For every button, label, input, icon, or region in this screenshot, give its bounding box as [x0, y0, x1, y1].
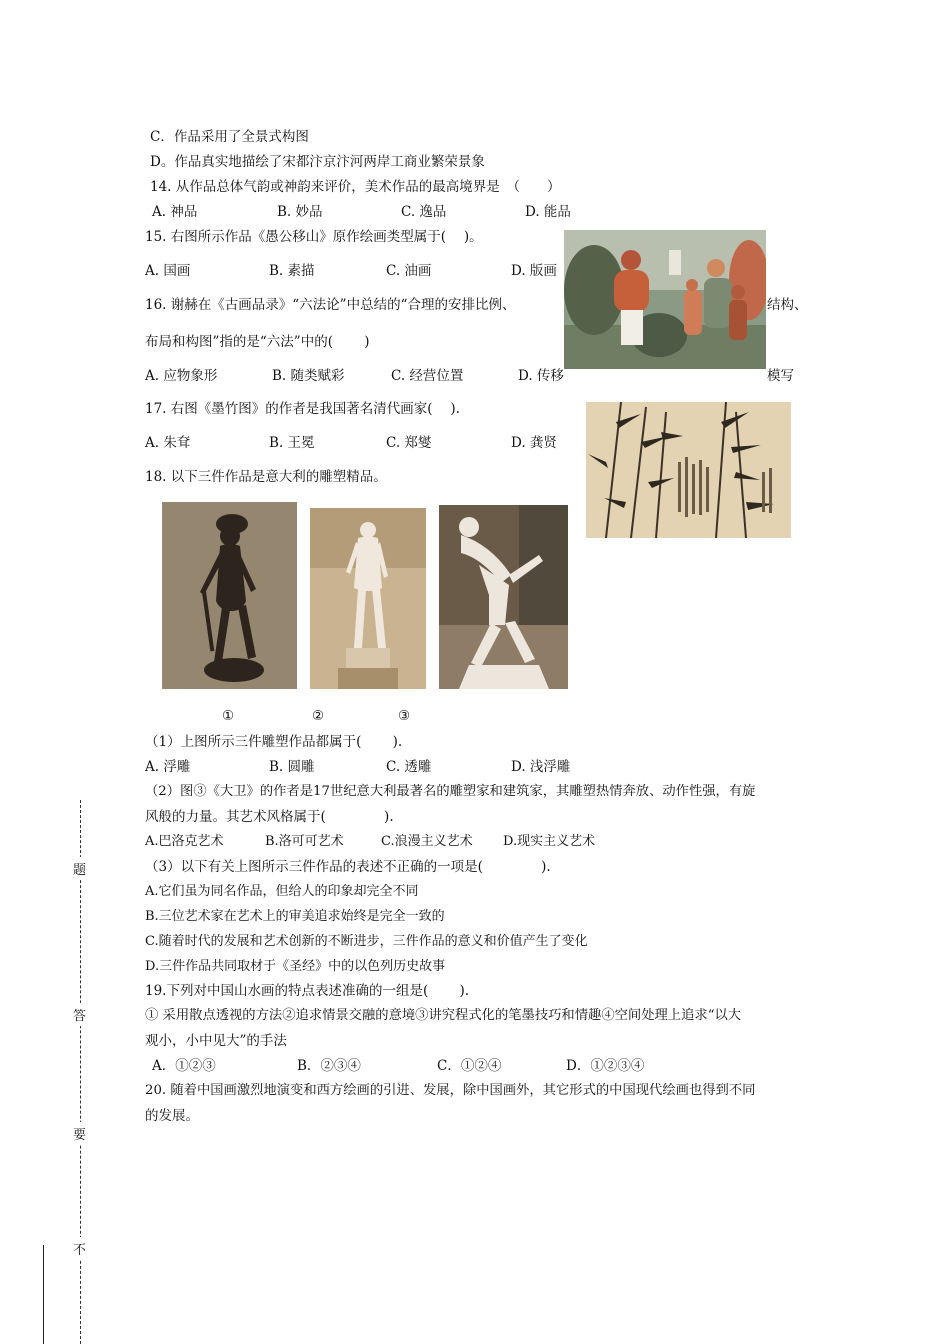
q19-option-a: A．①②③	[152, 1058, 216, 1074]
q20-line2: 的发展。	[145, 1108, 199, 1124]
q19-stem: 19.下列对中国山水画的特点表述准确的一组是( ).	[145, 983, 470, 999]
q18-sub1-stem: （1）上图所示三件雕塑作品都属于( ).	[145, 734, 403, 750]
sculpture-label-3: ③	[398, 708, 411, 724]
q15-option-c: C. 油画	[386, 263, 432, 279]
q16-stem-line2: 布局和构图”指的是“六法”中的( )	[145, 334, 370, 350]
margin-solid-line	[43, 1245, 44, 1344]
q17-option-c: C. 郑燮	[386, 435, 432, 451]
q18-sub3-option-c: C.随着时代的发展和艺术创新的不断进步，三件作品的意义和价值产生了变化	[145, 934, 588, 949]
sculpture-label-1: ①	[222, 708, 235, 724]
q15-option-d: D. 版画	[511, 263, 557, 279]
q18-sub2-stem-line2: 风般的力量。其艺术风格属于( ).	[145, 809, 394, 825]
q18-sub3-option-a: A.它们虽为同名作品，但给人的印象却完全不同	[145, 884, 419, 899]
q18-sub2-option-b: B.洛可可艺术	[265, 834, 344, 849]
q16-option-a: A. 应物象形	[145, 368, 218, 384]
q16-option-b: B. 随类赋彩	[272, 368, 345, 384]
q17-option-b: B. 王冕	[269, 435, 315, 451]
margin-char-3: 要	[73, 1122, 86, 1145]
margin-dashed-line	[80, 800, 81, 1344]
q19-statement-line2: 观小，小中见大”的手法	[145, 1033, 287, 1049]
q14-option-a: A. 神品	[152, 204, 198, 220]
sculpture-2-image	[310, 508, 426, 689]
q15-stem: 15. 右图所示作品《愚公移山》原作绘画类型属于( )。	[145, 229, 483, 245]
q16-option-d-tail: 模写	[767, 368, 794, 384]
q16-option-c: C. 经营位置	[391, 368, 464, 384]
q17-option-d: D. 龚贤	[511, 435, 557, 451]
q18-sub2-option-d: D.现实主义艺术	[503, 834, 596, 849]
q14-option-b: B. 妙品	[277, 204, 323, 220]
margin-char-4: 不	[73, 1237, 86, 1260]
painting-ink-bamboo-image	[586, 402, 791, 538]
margin-char-2: 答	[73, 1003, 86, 1026]
q17-stem: 17. 右图《墨竹图》的作者是我国著名清代画家( ).	[145, 401, 460, 417]
q13-option-c: C．作品采用了全景式构图	[150, 129, 309, 145]
sculpture-label-2: ②	[312, 708, 325, 724]
margin-char-1: 题	[73, 857, 86, 880]
q18-sub2-option-c: C.浪漫主义艺术	[381, 834, 473, 849]
q13-option-d: D。作品真实地描绘了宋都汴京汴河两岸工商业繁荣景象	[150, 154, 485, 170]
q19-option-b: B．②③④	[297, 1058, 361, 1074]
q19-option-d: D．①②③④	[566, 1058, 645, 1074]
q18-sub1-option-c: C. 透雕	[386, 759, 432, 775]
painting-yugong-image	[564, 230, 766, 369]
q16-stem-line1-tail: 结构、	[767, 297, 808, 313]
q15-option-b: B. 素描	[269, 263, 315, 279]
q15-option-a: A. 国画	[145, 263, 191, 279]
q18-sub2-option-a: A.巴洛克艺术	[145, 834, 224, 849]
sculpture-1-image	[162, 502, 297, 689]
q14-stem: 14. 从作品总体气韵或神韵来评价，美术作品的最高境界是 （ ）	[150, 179, 561, 195]
q18-sub1-option-b: B. 圆雕	[269, 759, 315, 775]
q18-sub3-option-b: B.三位艺术家在艺术上的审美追求始终是完全一致的	[145, 909, 445, 924]
q14-option-c: C. 逸品	[401, 204, 447, 220]
q16-stem-line1: 16. 谢赫在《古画品录》“六法论”中总结的“合理的安排比例、	[145, 297, 516, 313]
q18-sub3-option-d: D.三件作品共同取材于《圣经》中的以色列历史故事	[145, 959, 446, 974]
q18-sub3-stem: （3）以下有关上图所示三件作品的表述不正确的一项是( ).	[145, 859, 551, 875]
q18-sub1-option-d: D. 浅浮雕	[511, 759, 571, 775]
q20-line1: 20. 随着中国画激烈地演变和西方绘画的引进、发展，除中国画外，其它形式的中国现代绘画也得到不同	[145, 1083, 756, 1098]
sculpture-3-image	[439, 505, 568, 689]
q19-option-c: C．①②④	[437, 1058, 502, 1074]
q19-statement-line1: ① 采用散点透视的方法②追求情景交融的意境③讲究程式化的笔墨技巧和情趣④空间处理上追求“以大	[145, 1008, 742, 1023]
q18-sub1-option-a: A. 浮雕	[145, 759, 191, 775]
q18-stem: 18. 以下三件作品是意大利的雕塑精品。	[145, 469, 387, 485]
q17-option-a: A. 朱耷	[145, 435, 191, 451]
q14-option-d: D. 能品	[525, 204, 571, 220]
q16-option-d: D. 传移	[518, 368, 564, 384]
q18-sub2-stem-line1: （2）图③《大卫》的作者是17世纪意大利最著名的雕塑家和建筑家，其雕塑热情奔放、动作性强，有旋	[145, 784, 756, 799]
